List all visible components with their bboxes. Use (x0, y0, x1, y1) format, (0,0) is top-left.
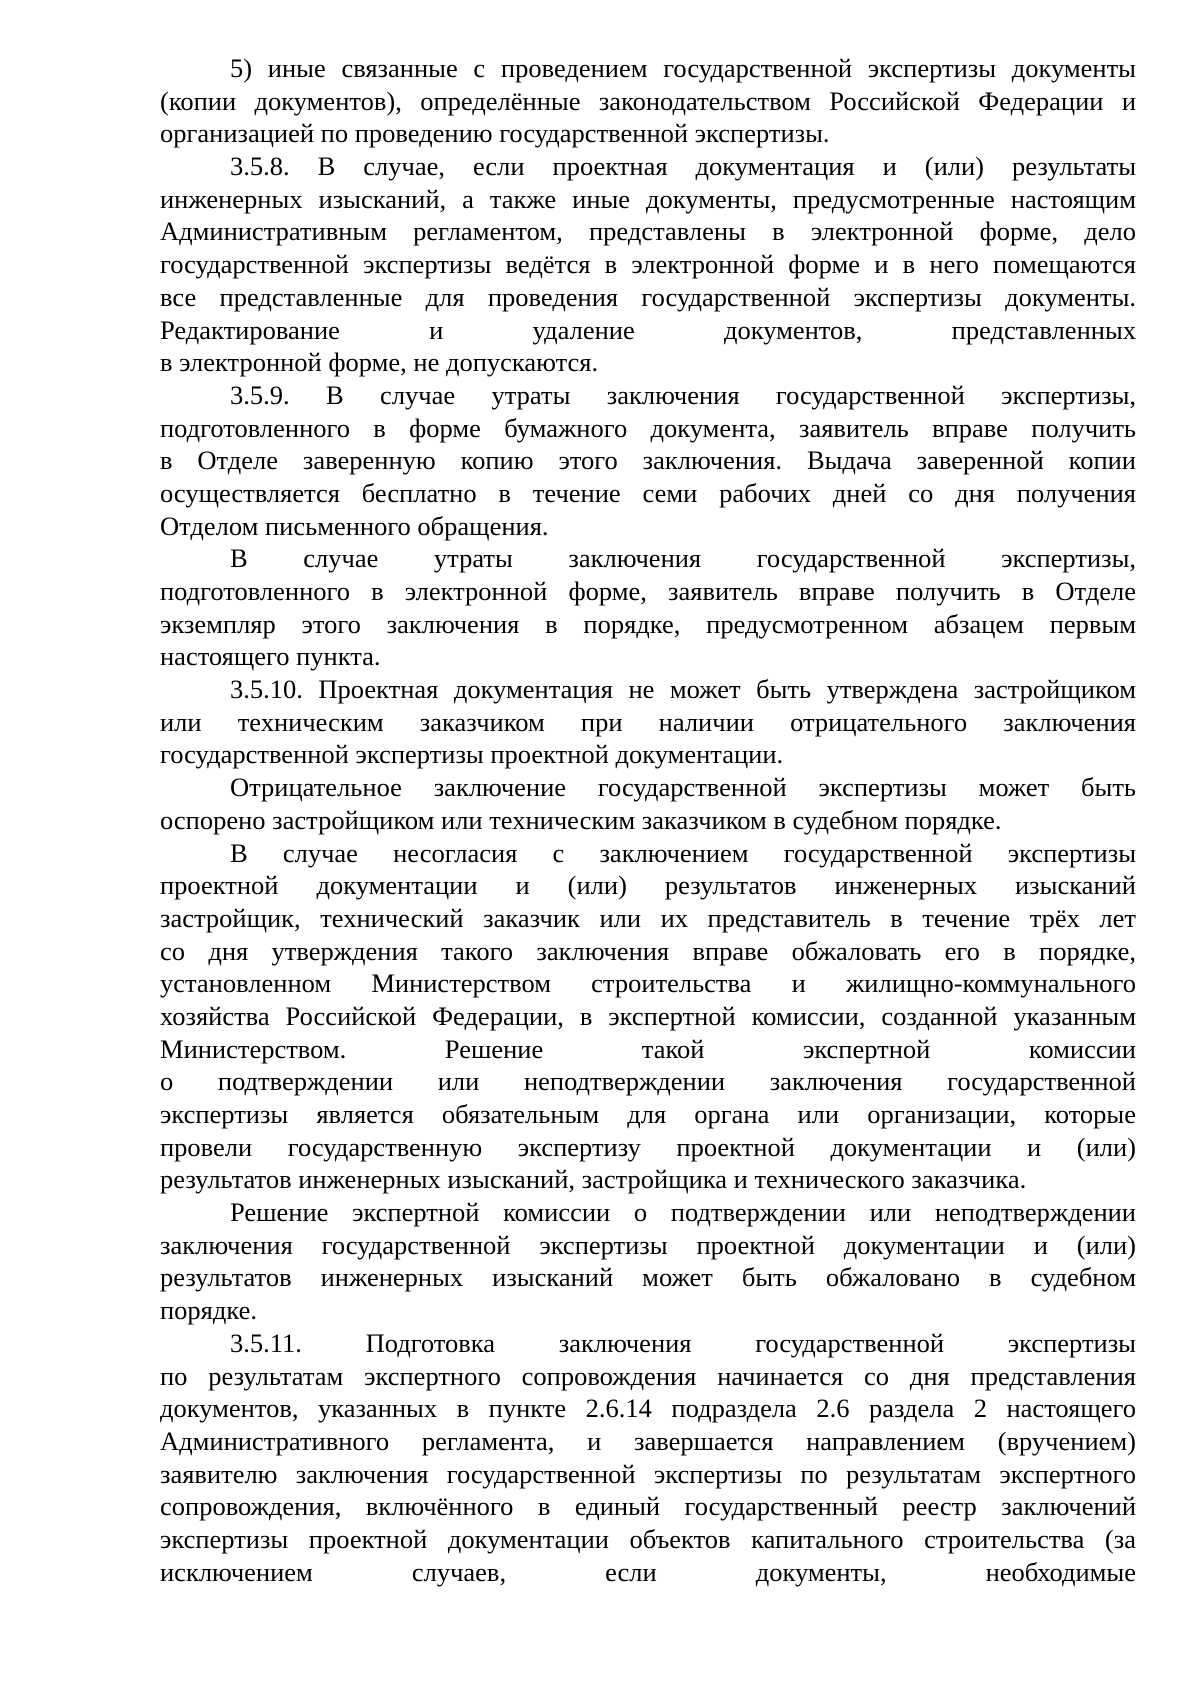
document-line: В случае несогласия с заключением государственной экспертизы (230, 837, 1136, 868)
document-line: экспертизы проектной документации объектов капитального строительства (за (160, 1523, 1136, 1554)
document-line: в электронной форме, не допускаются. (160, 347, 599, 378)
document-line: Отрицательное заключение государственной экспертизы может быть (230, 772, 1136, 803)
document-line: осуществляется бесплатно в течение семи рабочих дней со дня получения (160, 477, 1136, 508)
document-body-text (160, 52, 1136, 1588)
document-line: Редактирование и удаление документов, представленных (160, 314, 1136, 345)
document-line: 3.5.10. Проектная документация не может быть утверждена застройщиком (230, 674, 1136, 705)
document-line: документов, указанных в пункте 2.6.14 подраздела 2.6 раздела 2 настоящего (160, 1393, 1136, 1424)
document-line: подготовленного в форме бумажного документа, заявитель вправе получить (160, 412, 1136, 443)
document-line: подготовленного в электронной форме, заявитель вправе получить в Отделе (160, 576, 1136, 606)
document-line: Административного регламента, и завершается направлением (вручением) (160, 1425, 1136, 1456)
document-line: Административным регламентом, представлены в электронной форме, дело (160, 216, 1136, 247)
document-line: сопровождения, включённого в единый государственный реестр заключений (160, 1491, 1136, 1522)
document-line: государственной экспертизы ведётся в электронной форме и в него помещаются (160, 249, 1136, 280)
document-line: в Отделе заверенную копию этого заключения. Выдача заверенной копии (160, 445, 1136, 476)
document-line: настоящего пункта. (160, 641, 381, 672)
document-line: Отделом письменного обращения. (160, 510, 549, 541)
document-line: исключением случаев, если документы, необходимые (160, 1556, 1136, 1587)
document-line: хозяйства Российской Федерации, в экспертной комиссии, созданной указанным (160, 1000, 1136, 1031)
document-line: порядке. (160, 1295, 257, 1326)
document-line: инженерных изысканий, а также иные документы, предусмотренные настоящим (160, 183, 1136, 214)
document-line: экземпляр этого заключения в порядке, предусмотренном абзацем первым (160, 608, 1136, 639)
document-line: провели государственную экспертизу проектной документации и (или) (160, 1131, 1136, 1162)
document-line: Решение экспертной комиссии о подтверждении или неподтверждении (230, 1197, 1136, 1228)
document-line: проектной документации и (или) результатов инженерных изысканий (160, 870, 1136, 901)
document-line: со дня утверждения такого заключения вправе обжаловать его в порядке, (160, 935, 1136, 966)
document-line: установленном Министерством строительства и жилищно-коммунального (160, 968, 1136, 999)
document-line: оспорено застройщиком или техническим заказчиком в судебном порядке. (160, 804, 1002, 835)
document-line: 3.5.11. Подготовка заключения государственной экспертизы (230, 1327, 1136, 1358)
document-line: В случае утраты заключения государственной экспертизы, (230, 543, 1136, 574)
document-line: по результатам экспертного сопровождения начинается со дня представления (160, 1360, 1136, 1391)
document-line: результатов инженерных изысканий, застройщика и технического заказчика. (160, 1164, 1027, 1195)
document-line: заявителю заключения государственной экспертизы по результатам экспертного (160, 1458, 1136, 1489)
document-line: заключения государственной экспертизы проектной документации и (или) (160, 1229, 1136, 1260)
document-line: организацией по проведению государственной экспертизы. (160, 118, 830, 149)
document-line: или техническим заказчиком при наличии отрицательного заключения (160, 706, 1136, 737)
document-line: Министерством. Решение такой экспертной комиссии (160, 1033, 1136, 1064)
document-line: (копии документов), определённые законодательством Российской Федерации и (160, 85, 1136, 116)
document-line: государственной экспертизы проектной документации. (160, 739, 784, 770)
document-line: 3.5.9. В случае утраты заключения государственной экспертизы, (230, 379, 1136, 410)
document-line: результатов инженерных изысканий может быть обжаловано в судебном (160, 1262, 1136, 1293)
document-line: застройщик, технический заказчик или их представитель в течение трёх лет (160, 902, 1136, 933)
document-line: о подтверждении или неподтверждении заключения государственной (160, 1066, 1136, 1097)
document-line: 5) иные связанные с проведением государственной экспертизы документы (230, 53, 1136, 83)
document-line: все представленные для проведения государственной экспертизы документы. (160, 281, 1136, 312)
document-line: 3.5.8. В случае, если проектная документация и (или) результаты (230, 151, 1136, 182)
document-line: экспертизы является обязательным для органа или организации, которые (160, 1099, 1136, 1129)
